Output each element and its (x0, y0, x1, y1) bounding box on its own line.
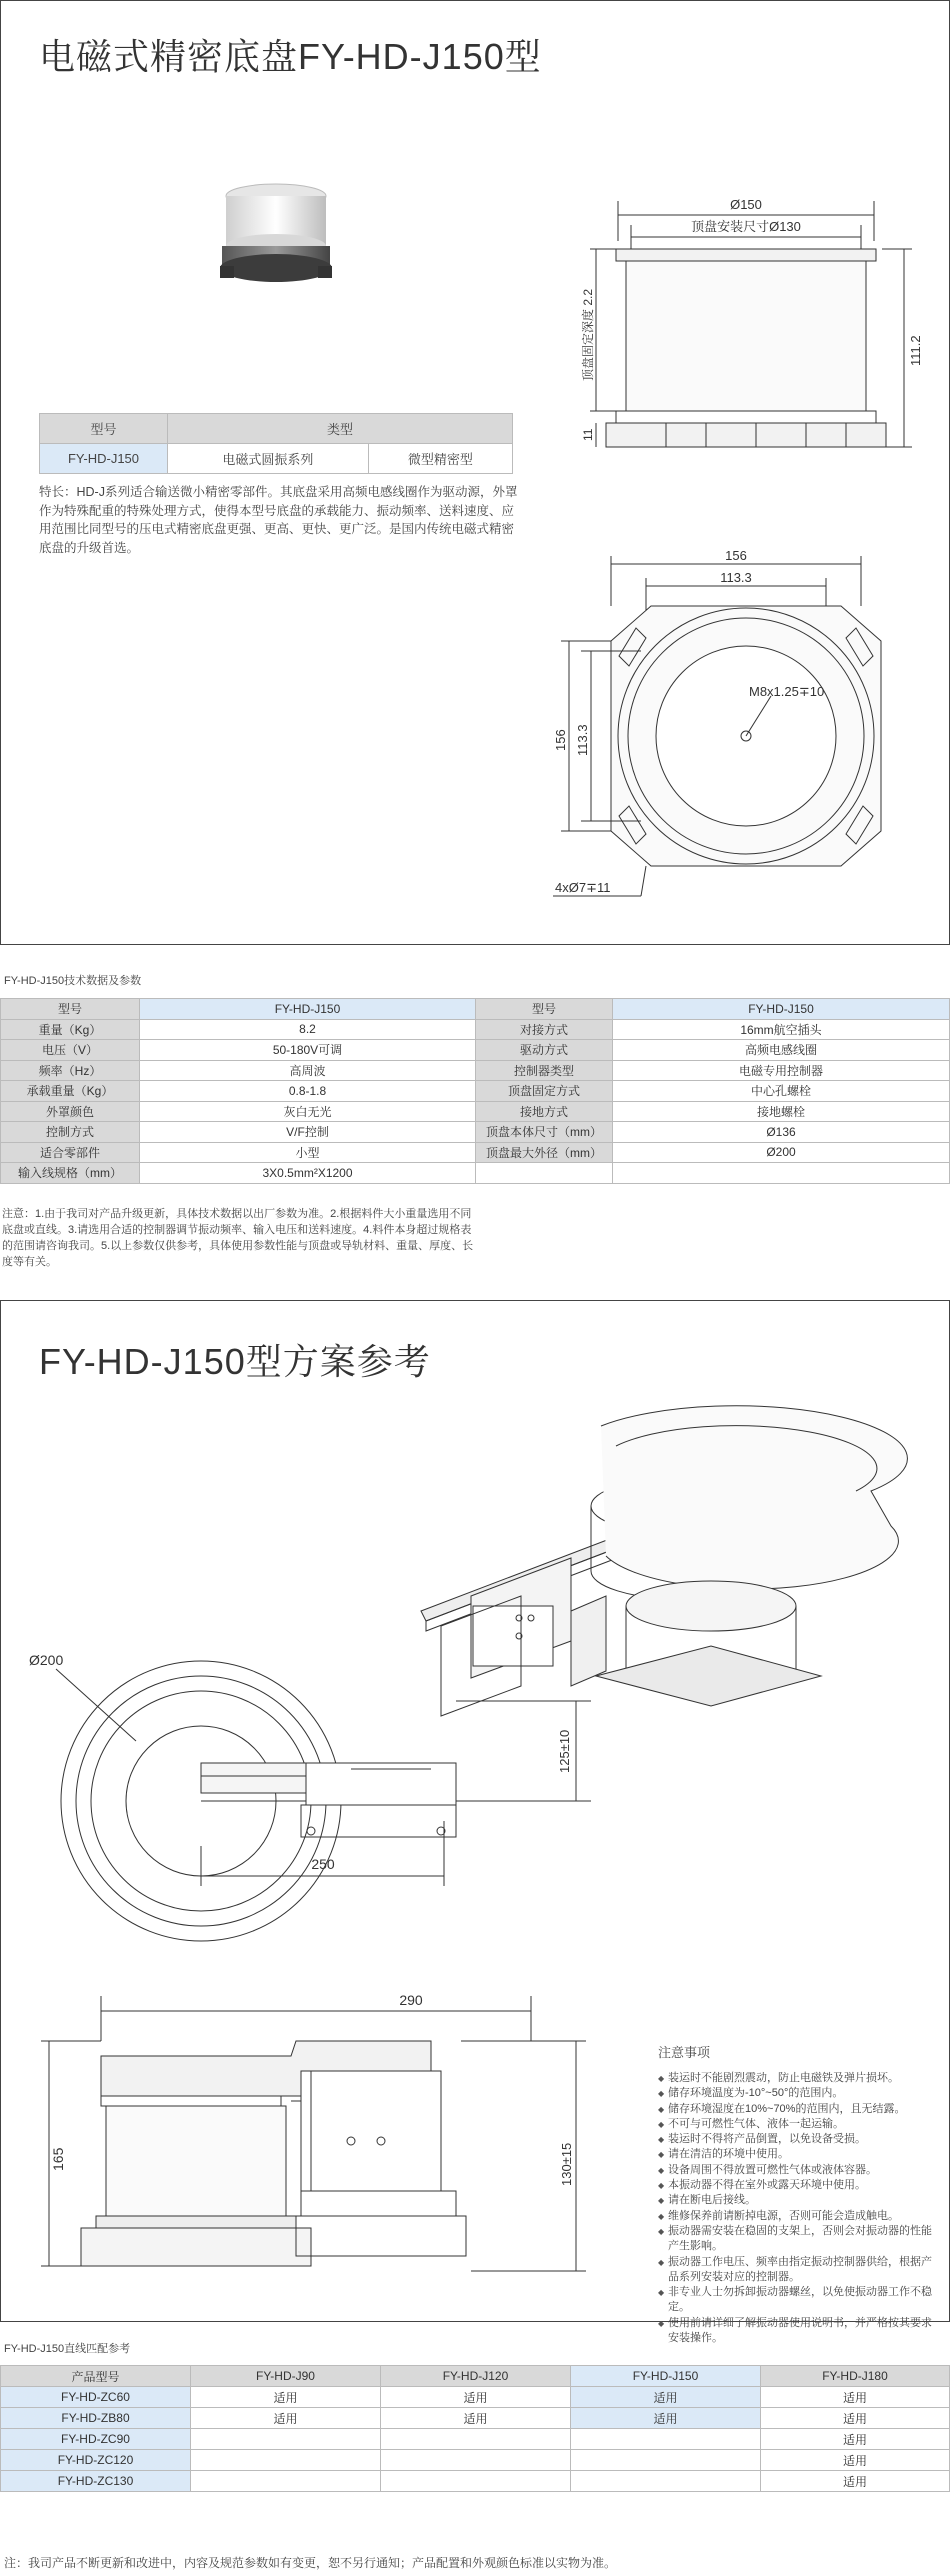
product-title: 电磁式精密底盘FY-HD-J150型 (39, 36, 542, 77)
model-header: 型号 (40, 414, 168, 444)
dim-d150: Ø150 (730, 197, 762, 212)
side-290: 290 (399, 1992, 423, 2008)
spec-label-cell: 顶盘最大外径（mm） (476, 1142, 613, 1163)
match-value-cell (191, 2450, 381, 2471)
caution-item: ◆ 储存环境温度为-10°~50°的范围内。 (658, 2086, 938, 2101)
match-header-cell: FY-HD-J120 (381, 2366, 571, 2387)
specs-header-row (1, 999, 950, 1020)
footer-note: 注：我司产品不断更新和改进中，内容及规范参数如有变更，恕不另行通知；产品配置和外观颜色标准以实物为准。 (4, 2556, 617, 2570)
caution-item: ◆ 维修保养前请断掉电源，否则可能会造成触电。 (658, 2209, 938, 2224)
match-value-cell (571, 2471, 761, 2492)
spec-row (1, 1040, 950, 1061)
caution-item: ◆ 使用前请详细了解振动器使用说明书，并严格按其要求安装操作。 (658, 2316, 938, 2347)
match-model-cell: FY-HD-ZC90 (1, 2429, 191, 2450)
matching-row (1, 2429, 950, 2450)
spec-row (1, 1163, 950, 1184)
matching-table (0, 2365, 950, 2492)
match-value-cell (571, 2450, 761, 2471)
spec-row (1, 1081, 950, 1102)
caution-item: ◆ 请在清洁的环境中使用。 (658, 2147, 938, 2162)
caution-item: ◆ 不可与可燃性气体、液体一起运输。 (658, 2117, 938, 2132)
dim-thread: M8x1.25∓10 (749, 684, 825, 699)
match-value-cell: 适用 (571, 2387, 761, 2408)
dim-depth: 顶盘固定深度 2.2 (581, 288, 595, 381)
spec-label-cell: 接地方式 (476, 1101, 613, 1122)
match-header-cell: FY-HD-J150 (571, 2366, 761, 2387)
spec-label-cell: 驱动方式 (476, 1040, 613, 1061)
dim-holes: 4xØ7∓11 (555, 880, 611, 895)
match-model-cell: FY-HD-ZC60 (1, 2387, 191, 2408)
matching-section-label: FY-HD-J150直线匹配参考 (4, 2343, 131, 2355)
dim-h156: 156 (553, 729, 568, 751)
matching-header-row (1, 2366, 950, 2387)
matching-row (1, 2387, 950, 2408)
match-value-cell: 适用 (571, 2408, 761, 2429)
caution-item: ◆ 非专业人士勿拆卸振动器螺丝，以免使振动器工作不稳定。 (658, 2285, 938, 2316)
spec-label-cell: 频率（Hz） (1, 1060, 140, 1081)
caution-item: ◆ 振动器需安装在稳固的支架上，否则会对振动器的性能产生影响。 (658, 2224, 938, 2255)
product-photo (206, 176, 346, 296)
caution-item: ◆ 装运时不得将产品倒置，以免设备受损。 (658, 2132, 938, 2147)
dim-w113: 113.3 (720, 570, 752, 585)
caution-item: ◆ 振动器工作电压、频率由指定振动控制器供给，根据产品系列安装对应的控制器。 (658, 2255, 938, 2286)
dim-w156: 156 (725, 548, 747, 563)
match-value-cell (571, 2429, 761, 2450)
match-value-cell: 适用 (381, 2408, 571, 2429)
matching-row (1, 2450, 950, 2471)
spec-value-cell: V/F控制 (140, 1122, 476, 1143)
spec-value-cell: 50-180V可调 (140, 1040, 476, 1061)
match-value-cell: 适用 (761, 2450, 950, 2471)
spec-label-cell: 控制方式 (1, 1122, 140, 1143)
spec-row (1, 1060, 950, 1081)
match-header-cell: 产品型号 (1, 2366, 191, 2387)
scheme-title: FY-HD-J150型方案参考 (39, 1341, 431, 1382)
spec-value-cell (613, 1163, 950, 1184)
model-value: FY-HD-J150 (40, 444, 168, 474)
spec-value-cell: 3X0.5mm²X1200 (140, 1163, 476, 1184)
plan-d200: Ø200 (29, 1652, 64, 1668)
specs-table (0, 998, 950, 1184)
match-value-cell: 适用 (191, 2408, 381, 2429)
product-description: 特长：HD-J系列适合输送微小精密零部件。其底盘采用高频电感线圈作为驱动源，外罩作为特殊配重的特殊处理方式，使得本型号底盘的承载能力、振动频率、送料速度、应用范围比同型号的压电式精密底盘更强、更高、更快、更广泛。是国内传统电磁式精密底盘的升级首选。 (39, 485, 518, 555)
match-value-cell (381, 2429, 571, 2450)
side-165: 165 (50, 2147, 66, 2171)
side-130: 130±15 (559, 2142, 574, 2186)
type-value-2: 微型精密型 (368, 444, 512, 474)
match-value-cell (191, 2471, 381, 2492)
spec-value-cell: 电磁专用控制器 (613, 1060, 950, 1081)
match-value-cell (381, 2471, 571, 2492)
caution-item: ◆ 请在断电后接线。 (658, 2193, 938, 2208)
type-value-1: 电磁式圆振系列 (168, 444, 369, 474)
caution-item: ◆ 储存环境湿度在10%~70%的范围内，且无结露。 (658, 2102, 938, 2117)
top-view-drawing (541, 546, 941, 916)
match-value-cell: 适用 (761, 2429, 950, 2450)
match-header-cell: FY-HD-J90 (191, 2366, 381, 2387)
match-value-cell: 适用 (761, 2387, 950, 2408)
spec-label-cell: 重量（Kg） (1, 1019, 140, 1040)
spec-label-cell (476, 1163, 613, 1184)
spec-value-cell: Ø136 (613, 1122, 950, 1143)
dim-h113: 113.3 (575, 724, 590, 756)
spec-row (1, 1101, 950, 1122)
spec-header-cell: FY-HD-J150 (613, 999, 950, 1020)
spec-row (1, 1122, 950, 1143)
match-model-cell: FY-HD-ZC130 (1, 2471, 191, 2492)
spec-label-cell: 承载重量（Kg） (1, 1081, 140, 1102)
spec-label-cell: 顶盘固定方式 (476, 1081, 613, 1102)
side-view-drawing (581, 191, 926, 461)
spec-label-cell: 顶盘本体尺寸（mm） (476, 1122, 613, 1143)
match-value-cell (381, 2450, 571, 2471)
cautions-box (658, 2042, 938, 2346)
spec-label-cell: 电压（V） (1, 1040, 140, 1061)
scheme-side-drawing (1, 1991, 641, 2301)
spec-value-cell: 接地螺栓 (613, 1101, 950, 1122)
spec-header-cell: 型号 (476, 999, 613, 1020)
match-value-cell: 适用 (191, 2387, 381, 2408)
match-model-cell: FY-HD-ZC120 (1, 2450, 191, 2471)
spec-value-cell: Ø200 (613, 1142, 950, 1163)
dim-top-mount: 顶盘安装尺寸Ø130 (691, 219, 801, 234)
caution-item: ◆ 装运时不能剧烈震动，防止电磁铁及弹片损坏。 (658, 2071, 938, 2086)
type-header: 类型 (168, 414, 513, 444)
match-model-cell: FY-HD-ZB80 (1, 2408, 191, 2429)
spec-value-cell: 8.2 (140, 1019, 476, 1040)
dim-h11: 11 (581, 428, 595, 441)
spec-label-cell: 控制器类型 (476, 1060, 613, 1081)
caution-item: ◆ 本振动器不得在室外或露天环境中使用。 (658, 2178, 938, 2193)
spec-label-cell: 外罩颜色 (1, 1101, 140, 1122)
match-value-cell: 适用 (761, 2471, 950, 2492)
matching-row (1, 2471, 950, 2492)
plan-250: 250 (311, 1856, 335, 1872)
spec-label-cell: 对接方式 (476, 1019, 613, 1040)
spec-value-cell: 小型 (140, 1142, 476, 1163)
match-value-cell: 适用 (381, 2387, 571, 2408)
specs-note: 注意：1.由于我司对产品升级更新，具体技术数据以出厂参数为准。2.根据料件大小重量选用不同底盘或直线。3.请选用合适的控制器调节振动频率、输入电压和送料速度。4.料件本身超过规格表的范围请咨询我司。5.以上参数仅供参考，具体使用参数性能与顶盘或导轨材料、重量、厚度、长度等有关。 (2, 1208, 474, 1268)
product-type-table (39, 413, 513, 474)
cautions-list (658, 2071, 938, 2346)
caution-item: ◆ 设备周围不得放置可燃性气体或液体容器。 (658, 2163, 938, 2178)
plan-view-drawing (1, 1641, 641, 1961)
match-value-cell: 适用 (761, 2408, 950, 2429)
specs-section-label: FY-HD-J150技术数据及参数 (4, 975, 142, 987)
spec-value-cell: 灰白无光 (140, 1101, 476, 1122)
spec-value-cell: 16mm航空插头 (613, 1019, 950, 1040)
plan-125: 125±10 (557, 1729, 572, 1773)
spec-row (1, 1019, 950, 1040)
spec-value-cell: 高频电感线圈 (613, 1040, 950, 1061)
spec-value-cell: 高周波 (140, 1060, 476, 1081)
dim-h111: 111.2 (908, 335, 923, 366)
spec-label-cell: 适合零部件 (1, 1142, 140, 1163)
matching-row (1, 2408, 950, 2429)
spec-header-cell: FY-HD-J150 (140, 999, 476, 1020)
spec-label-cell: 输入线规格（mm） (1, 1163, 140, 1184)
match-value-cell (191, 2429, 381, 2450)
spec-header-cell: 型号 (1, 999, 140, 1020)
spec-row (1, 1142, 950, 1163)
match-header-cell: FY-HD-J180 (761, 2366, 950, 2387)
spec-value-cell: 0.8-1.8 (140, 1081, 476, 1102)
cautions-title: 注意事项 (658, 2045, 711, 2060)
spec-value-cell: 中心孔螺栓 (613, 1081, 950, 1102)
product-overview-panel (0, 0, 950, 945)
